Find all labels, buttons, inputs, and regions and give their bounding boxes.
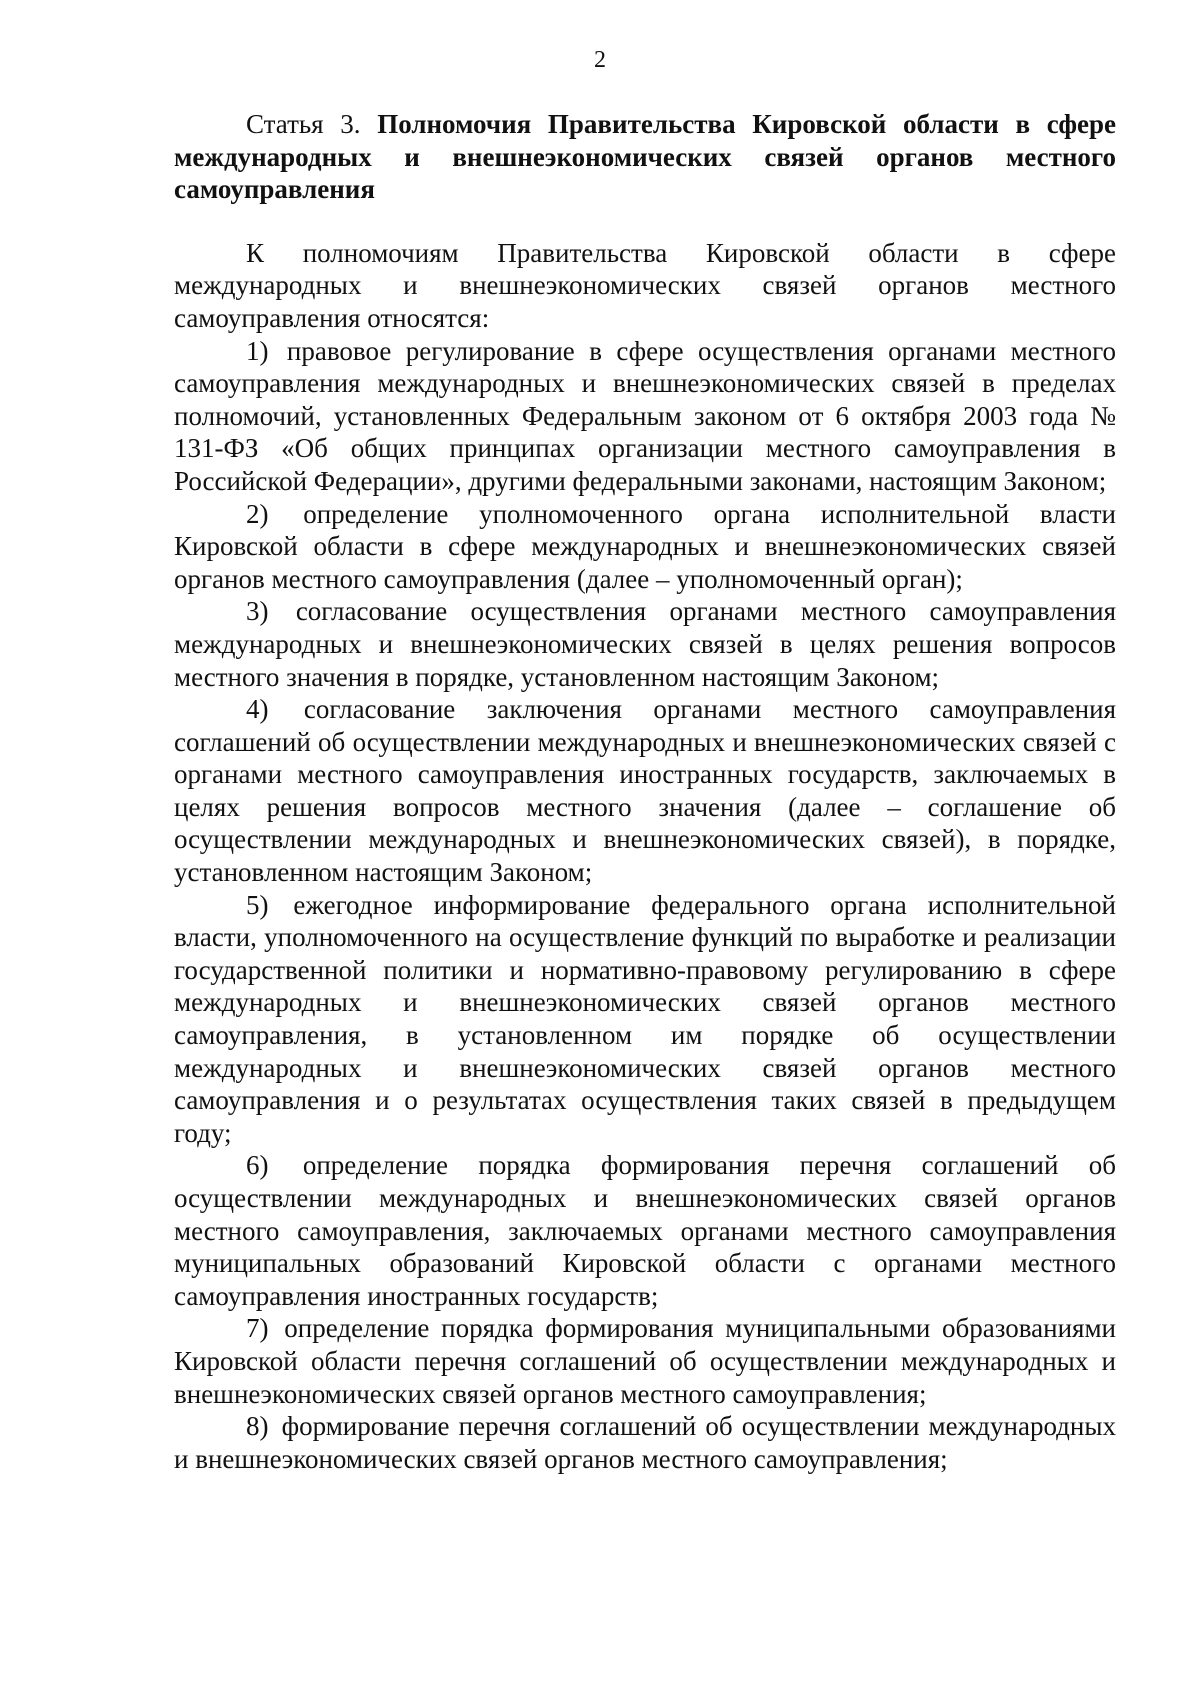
list-item-number: 3) [246, 596, 269, 627]
list-item [174, 335, 1116, 498]
article-title: Полномочия Правительства Кировской области в сфере международных и внешнеэкономических связей органов местного самоуправления [174, 109, 1116, 205]
article-prefix: Статья 3. [246, 109, 361, 139]
list-item-number: 5) [246, 889, 269, 920]
list-item-text: определение уполномоченного органа исполнительной власти Кировской области в сфере международных и внешнеэкономических связей органов местного самоуправления (далее – уполномоченный орган); [174, 498, 1116, 594]
list-item [174, 1410, 1116, 1475]
list-item-number: 6) [246, 1150, 269, 1181]
list-item-number: 7) [246, 1313, 269, 1344]
list-item-text: ежегодное информирование федерального органа исполнительной власти, уполномоченного на осуществление функций по выработке и реализации государственной политики и нормативно-правовому регулированию в сфере международных и внешнеэкономических связей органов местного самоуправления, в установленном им порядке об осуществлении международных и внешнеэкономических связей органов местного самоуправления и о результатах осуществления таких связей в предыдущем году; [174, 889, 1117, 1148]
list-item [174, 595, 1116, 693]
article-heading [174, 108, 1116, 206]
list-item-number: 4) [246, 694, 269, 725]
list-item-text: согласование осуществления органами местного самоуправления международных и внешнеэкономических связей в целях решения вопросов местного значения в порядке, установленном настоящим Законом; [174, 596, 1116, 692]
list-item [174, 693, 1116, 889]
list-item-text: определение порядка формирования муниципальными образованиями Кировской области перечня соглашений об осуществлении международных и внешнеэкономических связей органов местного самоуправления; [174, 1313, 1116, 1409]
list-item-text: определение порядка формирования перечня соглашений об осуществлении международных и внешнеэкономических связей органов местного самоуправления, заключаемых органами местного самоуправления муниципальных образований Кировской области с органами местного самоуправления иностранных государств; [174, 1150, 1116, 1311]
list-item [174, 1149, 1116, 1312]
page-number: 2 [594, 47, 606, 73]
list-item [174, 889, 1116, 1150]
list-item [174, 498, 1116, 596]
list-item-text: формирование перечня соглашений об осуществлении международных и внешнеэкономических связей органов местного самоуправления; [174, 1411, 1116, 1474]
list-item-number: 1) [246, 335, 269, 366]
list-item [174, 1312, 1116, 1410]
list-item-text: правовое регулирование в сфере осуществления органами местного самоуправления международных и внешнеэкономических связей в пределах полномочий, установленных Федеральным законом от 6 октября 2003 года № 131-ФЗ «Об общих принципах организации местного самоуправления в Российской Федерации», другими федеральными законами, настоящим Законом; [174, 335, 1116, 496]
intro-paragraph: К полномочиям Правительства Кировской области в сфере международных и внешнеэкономических связей органов местного самоуправления относятся: [174, 237, 1116, 333]
list-item-text: согласование заключения органами местного самоуправления соглашений об осуществлении международных и внешнеэкономических связей с органами местного самоуправления иностранных государств, заключаемых в целях решения вопросов местного значения (далее – соглашение об осуществлении международных и внешнеэкономических связей), в порядке, установленном настоящим Законом; [174, 694, 1117, 888]
document-body [174, 108, 1116, 1475]
list-item-number: 8) [246, 1411, 269, 1442]
list-item-number: 2) [246, 498, 269, 529]
